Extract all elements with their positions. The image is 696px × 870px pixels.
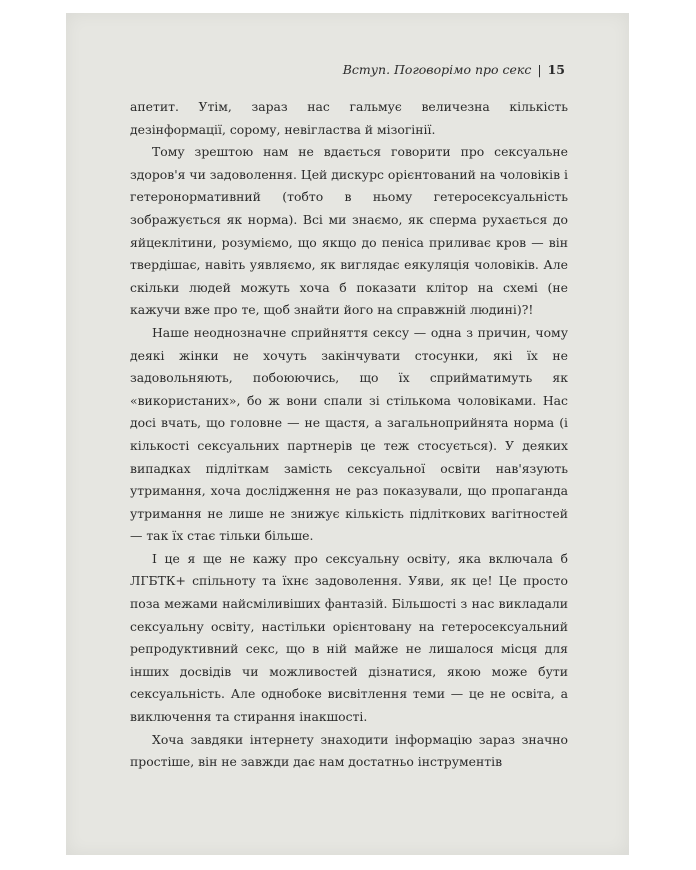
paragraph-3: Наше неоднозначне сприйняття сексу — одна з причин, чому деякі жінки не хочуть закінчувати стосунки, які їх не задовольняють, побоюючись, що їх сприйматимуть як «використаних», бо ж вони спали зі стількома чоловіками. Нас досі вчать, що головне — не щастя, а загальноприйнята норма (і кількості сексуальних партнерів це теж стосується). У деяких випадках підліткам замість сексуальної освіти нав'язують утримання, хоча дослідження не раз показували, що пропаганда утримання не лише не знижує кількість підліткових вагітностей — так їх стає тільки більше.: [130, 324, 568, 544]
paragraph-5: Хоча завдяки інтернету знаходити інформацію зараз значно простіше, він не завжди дає нам достатньо інструментів: [130, 731, 568, 770]
running-header: [343, 62, 565, 77]
page-number: 15: [547, 62, 565, 77]
running-title: Вступ. Поговорімо про секс: [342, 62, 532, 77]
header-separator: |: [537, 62, 542, 77]
body-text: [130, 96, 568, 774]
paragraph-1: апетит. Утім, зараз нас гальмує величезна кількість дезінформації, сорому, невігластва й мізогінії.: [130, 99, 568, 137]
paragraph-2: Тому зрештою нам не вдається говорити про сексуальне здоров'я чи задоволення. Цей дискурс орієнтований на чоловіків і гетеронормативний (тобто в ньому гетеросексуальність зображується як норма). Всі ми знаємо, як сперма рухається до яйцеклітини, розуміємо, що якщо до пеніса приливає кров — він твердішає, навіть уявляємо, як виглядає еякуляція чоловіків. Але скільки людей можуть хоча б показати клітор на схемі (не кажучи вже про те, щоб знайти його на справжній людині)?!: [130, 144, 568, 318]
book-page: [66, 13, 629, 855]
paragraph-4: І це я ще не кажу про сексуальну освіту, яка включала б ЛГБТК+ спільноту та їхнє задоволення. Уяви, як це! Це просто поза межами найсміливіших фантазій. Більшості з нас викладали сексуальну освіту, настільки орієнтовану на гетеросексуальний репродуктивний секс, що в ній майже не лишалося місця для інших досвідів чи можливостей дізнатися, якою може бути сексуальність. Але однобоке висвітлення теми — це не освіта, а виключення та стирання інакшості.: [130, 550, 568, 725]
